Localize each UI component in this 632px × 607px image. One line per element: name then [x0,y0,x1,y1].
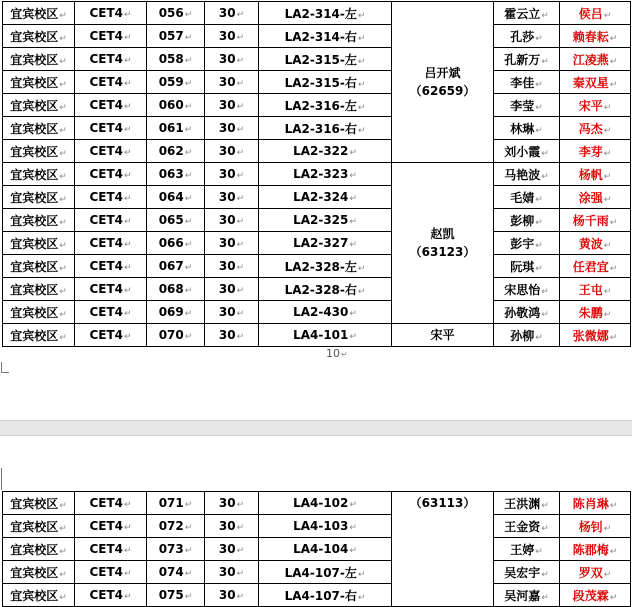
count-cell: 30↵ [205,2,259,25]
exam-cell: CET4↵ [75,186,147,209]
room-cell: LA4-107-右↵ [259,584,392,607]
campus-cell: 宜宾校区↵ [3,492,75,515]
room-cell: LA2-328-左↵ [259,255,392,278]
invigilator-1-cell: 阮琪↵ [494,255,560,278]
proctor-cell: 宋平 [392,324,494,347]
exam-cell: CET4↵ [75,278,147,301]
table-row [3,584,631,607]
campus-cell: 宜宾校区↵ [3,209,75,232]
invigilator-2-cell: 朱鹏↵ [560,301,631,324]
exam-cell: CET4↵ [75,561,147,584]
campus-cell: 宜宾校区↵ [3,140,75,163]
room-cell: LA4-102↵ [259,492,392,515]
campus-cell: 宜宾校区↵ [3,278,75,301]
room-cell: LA2-315-右↵ [259,71,392,94]
seq-cell: 067↵ [147,255,205,278]
invigilator-2-cell: 王屯↵ [560,278,631,301]
count-cell: 30↵ [205,232,259,255]
invigilator-2-cell: 陈郡梅↵ [560,538,631,561]
count-cell: 30↵ [205,163,259,186]
page-number: 10↵ [326,347,348,360]
campus-cell: 宜宾校区↵ [3,301,75,324]
count-cell: 30↵ [205,538,259,561]
campus-cell: 宜宾校区↵ [3,324,75,347]
seq-cell: 058↵ [147,48,205,71]
invigilator-1-cell: 宋思怡↵ [494,278,560,301]
campus-cell: 宜宾校区↵ [3,561,75,584]
room-cell: LA4-104↵ [259,538,392,561]
exam-cell: CET4↵ [75,25,147,48]
table-row [3,94,631,117]
invigilator-1-cell: 吴宏宇↵ [494,561,560,584]
exam-cell: CET4↵ [75,209,147,232]
invigilator-2-cell: 冯杰↵ [560,117,631,140]
invigilator-2-cell: 江凌燕↵ [560,48,631,71]
seq-cell: 071↵ [147,492,205,515]
room-cell: LA2-314-右↵ [259,25,392,48]
table-row [3,324,631,347]
campus-cell: 宜宾校区↵ [3,94,75,117]
campus-cell: 宜宾校区↵ [3,117,75,140]
invigilator-2-cell: 侯吕↵ [560,2,631,25]
exam-room-table-page2 [2,491,631,607]
table-row [3,186,631,209]
invigilator-1-cell: 王金资↵ [494,515,560,538]
room-cell: LA2-322↵ [259,140,392,163]
count-cell: 30↵ [205,48,259,71]
count-cell: 30↵ [205,492,259,515]
seq-cell: 075↵ [147,584,205,607]
invigilator-2-cell: 李芽↵ [560,140,631,163]
seq-cell: 066↵ [147,232,205,255]
count-cell: 30↵ [205,324,259,347]
invigilator-2-cell: 杨千雨↵ [560,209,631,232]
exam-cell: CET4↵ [75,94,147,117]
seq-cell: 065↵ [147,209,205,232]
proctor-cell: 吕开斌 （62659） [392,2,494,163]
table-row [3,25,631,48]
table-row [3,232,631,255]
exam-cell: CET4↵ [75,301,147,324]
table-row [3,278,631,301]
exam-cell: CET4↵ [75,140,147,163]
exam-cell: CET4↵ [75,324,147,347]
table-row [3,538,631,561]
seq-cell: 070↵ [147,324,205,347]
campus-cell: 宜宾校区↵ [3,163,75,186]
room-cell: LA2-430↵ [259,301,392,324]
room-cell: LA2-314-左↵ [259,2,392,25]
count-cell: 30↵ [205,255,259,278]
seq-cell: 062↵ [147,140,205,163]
proctor-cell: （63113） [392,492,494,607]
campus-cell: 宜宾校区↵ [3,71,75,94]
count-cell: 30↵ [205,94,259,117]
exam-cell: CET4↵ [75,117,147,140]
invigilator-1-cell: 王婷↵ [494,538,560,561]
invigilator-2-cell: 秦双星↵ [560,71,631,94]
count-cell: 30↵ [205,278,259,301]
page-gap [0,420,632,436]
exam-cell: CET4↵ [75,232,147,255]
count-cell: 30↵ [205,584,259,607]
exam-cell: CET4↵ [75,492,147,515]
exam-cell: CET4↵ [75,255,147,278]
invigilator-2-cell: 罗双↵ [560,561,631,584]
invigilator-2-cell: 宋平↵ [560,94,631,117]
seq-cell: 068↵ [147,278,205,301]
campus-cell: 宜宾校区↵ [3,515,75,538]
invigilator-2-cell: 张微娜↵ [560,324,631,347]
seq-cell: 073↵ [147,538,205,561]
invigilator-1-cell: 李莹↵ [494,94,560,117]
count-cell: 30↵ [205,186,259,209]
count-cell: 30↵ [205,117,259,140]
invigilator-1-cell: 林琳↵ [494,117,560,140]
table-row [3,301,631,324]
count-cell: 30↵ [205,301,259,324]
seq-cell: 061↵ [147,117,205,140]
table-row [3,209,631,232]
room-cell: LA2-316-右↵ [259,117,392,140]
count-cell: 30↵ [205,515,259,538]
invigilator-2-cell: 杨钊↵ [560,515,631,538]
exam-cell: CET4↵ [75,515,147,538]
seq-cell: 056↵ [147,2,205,25]
table-row [3,71,631,94]
invigilator-2-cell: 杨帆↵ [560,163,631,186]
seq-cell: 064↵ [147,186,205,209]
invigilator-1-cell: 彭柳↵ [494,209,560,232]
campus-cell: 宜宾校区↵ [3,186,75,209]
count-cell: 30↵ [205,561,259,584]
invigilator-1-cell: 王洪渊↵ [494,492,560,515]
campus-cell: 宜宾校区↵ [3,255,75,278]
count-cell: 30↵ [205,140,259,163]
page-corner-mark [1,362,9,373]
campus-cell: 宜宾校区↵ [3,584,75,607]
exam-cell: CET4↵ [75,163,147,186]
page-corner-mark-2 [1,468,2,490]
seq-cell: 059↵ [147,71,205,94]
room-cell: LA2-315-左↵ [259,48,392,71]
invigilator-2-cell: 陈肖琳↵ [560,492,631,515]
room-cell: LA2-327↵ [259,232,392,255]
table-row [3,2,631,25]
room-cell: LA2-324↵ [259,186,392,209]
invigilator-2-cell: 赖春耘↵ [560,25,631,48]
campus-cell: 宜宾校区↵ [3,232,75,255]
room-cell: LA2-323↵ [259,163,392,186]
campus-cell: 宜宾校区↵ [3,538,75,561]
exam-room-table-page1 [2,1,631,347]
invigilator-2-cell: 任君宜↵ [560,255,631,278]
room-cell: LA4-103↵ [259,515,392,538]
room-cell: LA4-101↵ [259,324,392,347]
invigilator-1-cell: 孙柳↵ [494,324,560,347]
table-row [3,492,631,515]
table-row [3,48,631,71]
invigilator-2-cell: 段茂霖↵ [560,584,631,607]
room-cell: LA2-328-右↵ [259,278,392,301]
campus-cell: 宜宾校区↵ [3,25,75,48]
seq-cell: 074↵ [147,561,205,584]
count-cell: 30↵ [205,25,259,48]
exam-cell: CET4↵ [75,48,147,71]
table-row [3,515,631,538]
table-row [3,163,631,186]
invigilator-1-cell: 孔新万↵ [494,48,560,71]
seq-cell: 060↵ [147,94,205,117]
table-row [3,561,631,584]
count-cell: 30↵ [205,209,259,232]
invigilator-1-cell: 刘小霞↵ [494,140,560,163]
table-row [3,255,631,278]
invigilator-1-cell: 李佳↵ [494,71,560,94]
invigilator-2-cell: 黄波↵ [560,232,631,255]
seq-cell: 069↵ [147,301,205,324]
invigilator-1-cell: 毛婧↵ [494,186,560,209]
invigilator-1-cell: 孔莎↵ [494,25,560,48]
proctor-cell: 赵凯 （63123） [392,163,494,324]
invigilator-1-cell: 孙敬鸿↵ [494,301,560,324]
invigilator-2-cell: 涂强↵ [560,186,631,209]
count-cell: 30↵ [205,71,259,94]
room-cell: LA4-107-左↵ [259,561,392,584]
room-cell: LA2-325↵ [259,209,392,232]
seq-cell: 057↵ [147,25,205,48]
invigilator-1-cell: 吴河嘉↵ [494,584,560,607]
campus-cell: 宜宾校区↵ [3,2,75,25]
exam-cell: CET4↵ [75,538,147,561]
table-row [3,140,631,163]
invigilator-1-cell: 马艳波↵ [494,163,560,186]
invigilator-1-cell: 彭宇↵ [494,232,560,255]
exam-cell: CET4↵ [75,584,147,607]
seq-cell: 072↵ [147,515,205,538]
campus-cell: 宜宾校区↵ [3,48,75,71]
invigilator-1-cell: 霍云立↵ [494,2,560,25]
table-row [3,117,631,140]
room-cell: LA2-316-左↵ [259,94,392,117]
seq-cell: 063↵ [147,163,205,186]
exam-cell: CET4↵ [75,2,147,25]
exam-cell: CET4↵ [75,71,147,94]
